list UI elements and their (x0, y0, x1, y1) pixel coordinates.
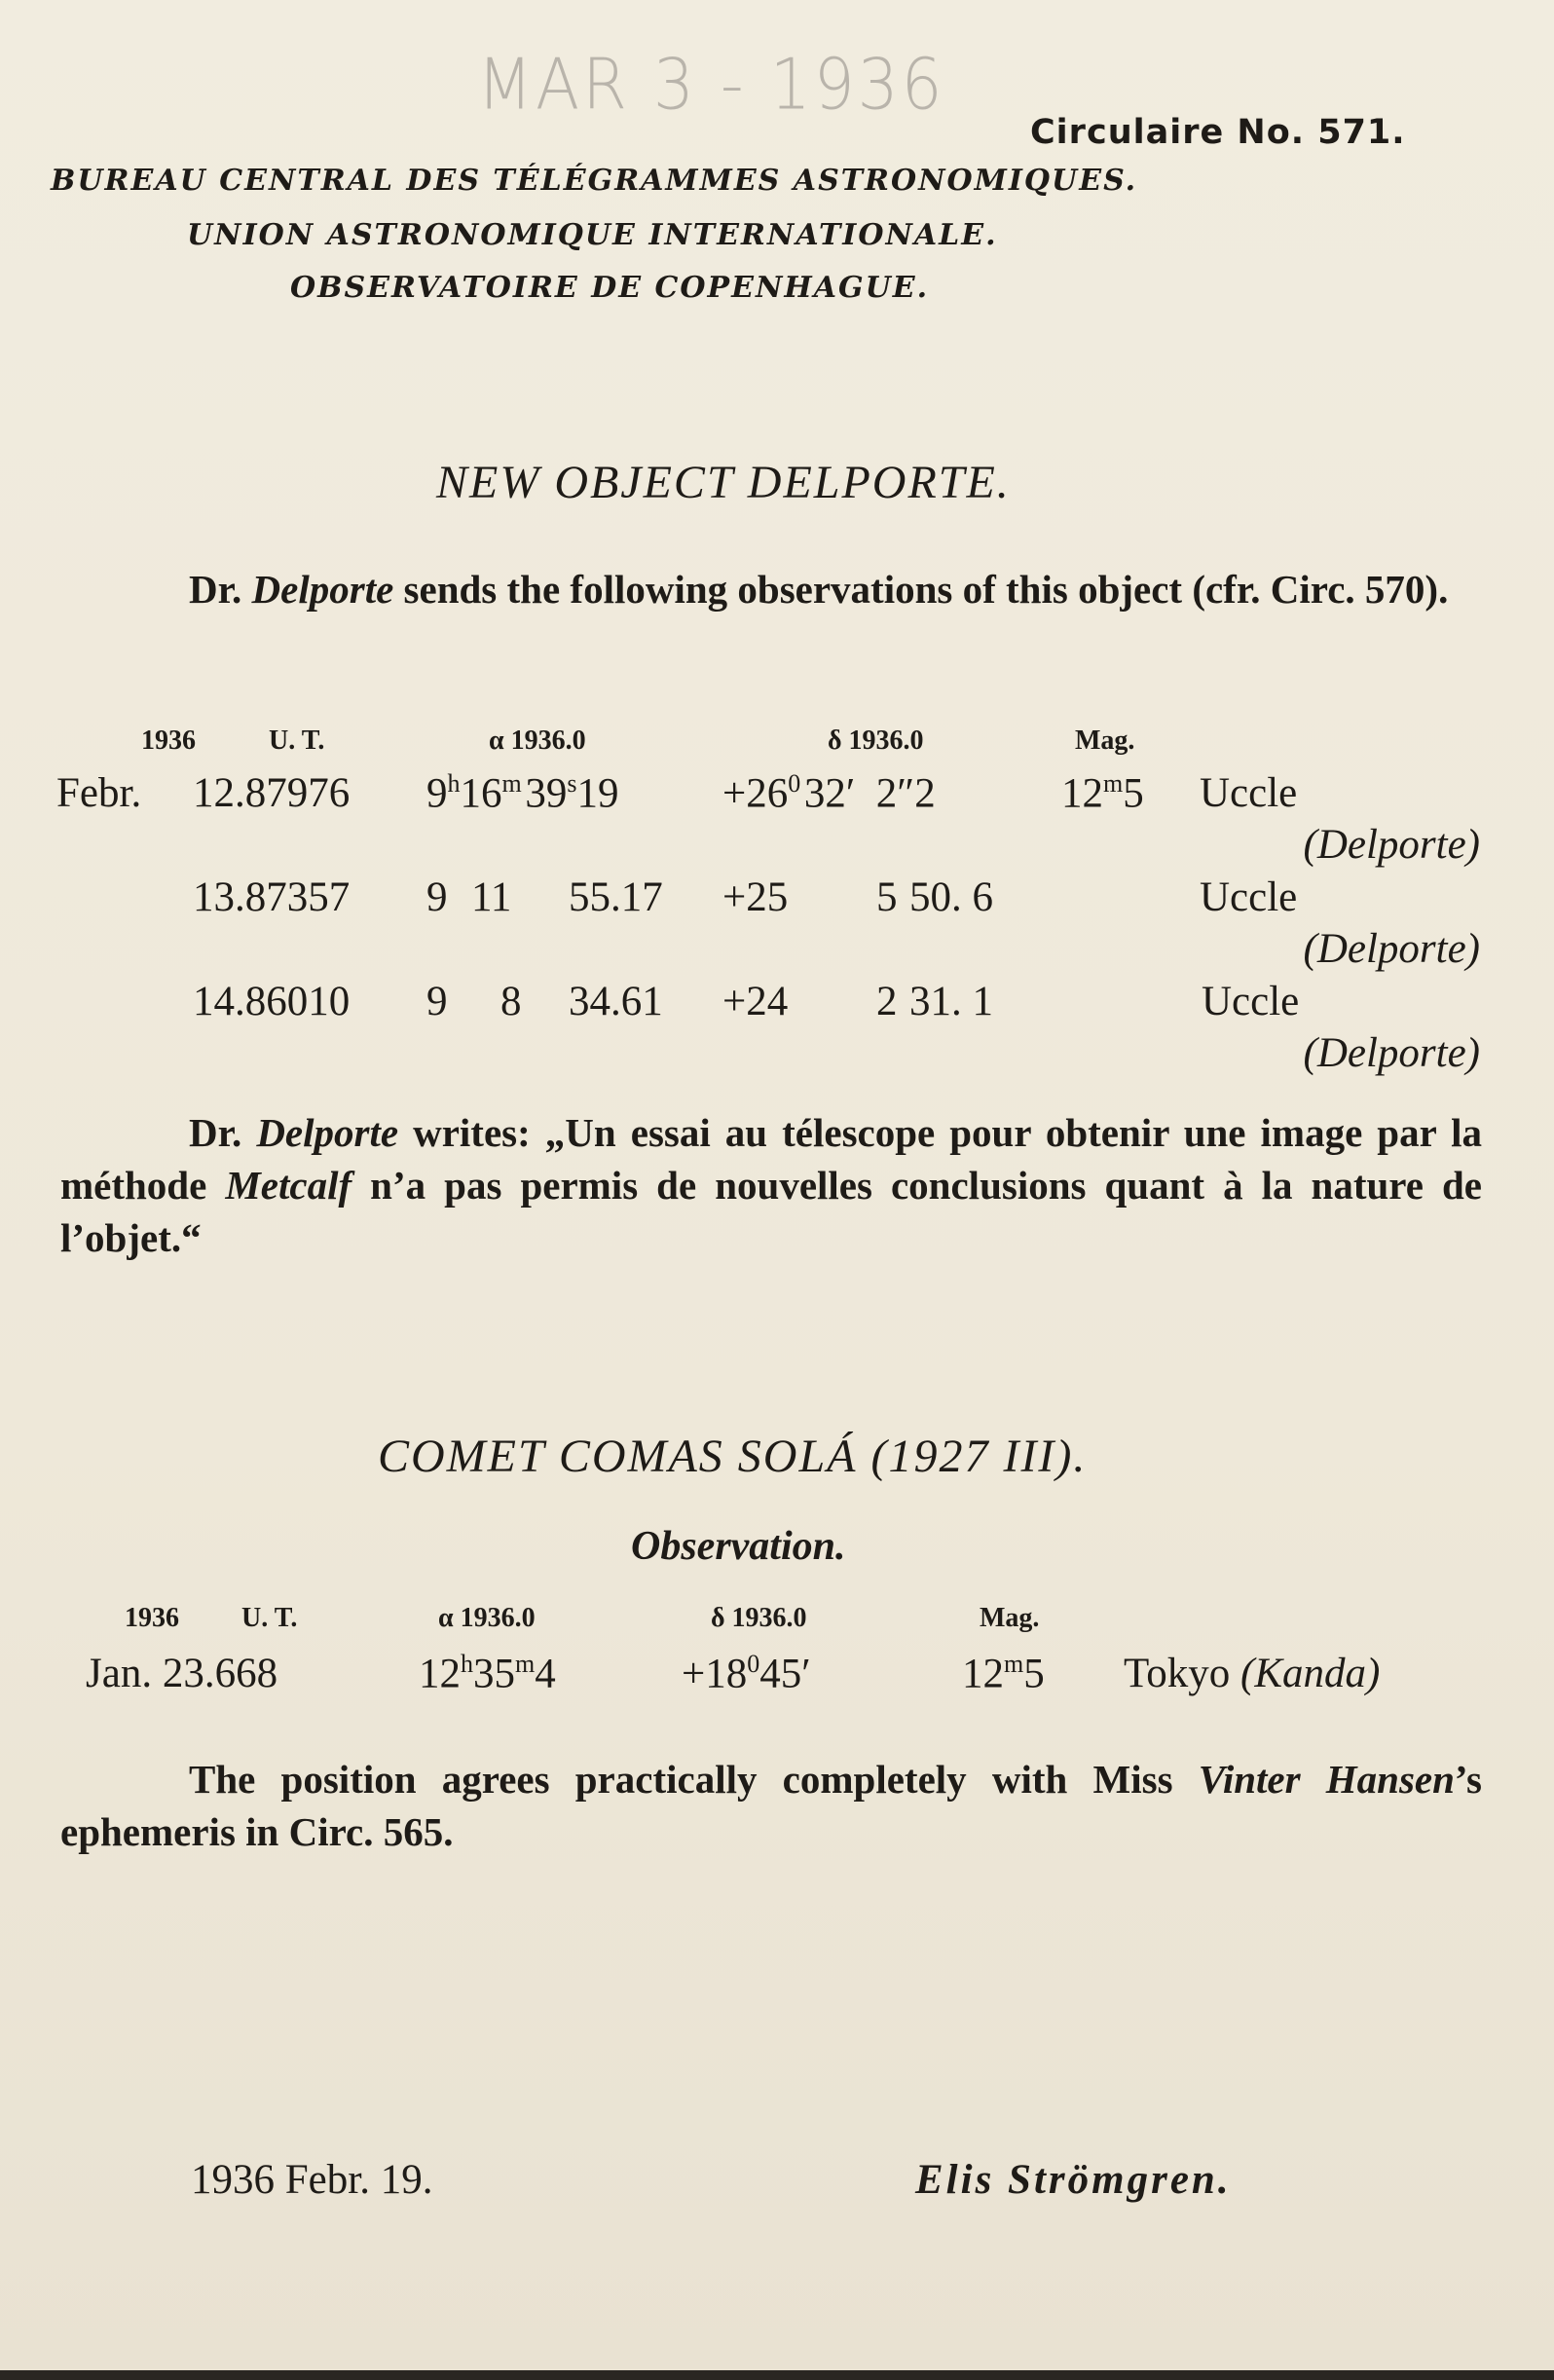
row-place: Uccle (1200, 874, 1298, 920)
row-ra-s: 55.17 (569, 874, 663, 920)
row-dec: $+18^045'$ (682, 1650, 811, 1697)
th-mag: Mag. (1075, 725, 1135, 756)
note-paragraph: Dr. Delporte writes: „Un essai au télescope pour obtenir une image par la méthode Metcalf n’a pas permis de nouvelles conclusions quant à la nature de l’objet.“ (60, 1110, 1482, 1260)
row-dec-m: 2 (876, 979, 898, 1024)
row-ut: 12.87976 (193, 770, 351, 816)
note-name: Vinter Hansen (1198, 1757, 1455, 1802)
th-ut: U. T. (241, 1603, 298, 1633)
section-title-delporte: NEW OBJECT DELPORTE. (436, 457, 1011, 508)
row-ut: 14.86010 (193, 979, 351, 1024)
row-ra-h: 9 (426, 874, 448, 920)
th-year: 1936 (125, 1603, 179, 1633)
th-year: 1936 (141, 725, 196, 756)
th-alpha: α 1936.0 (438, 1603, 536, 1633)
row-month: Febr. (56, 770, 142, 816)
row-dec-d: +24 (722, 979, 789, 1024)
footer-signature: Elis Strömgren. (915, 2157, 1232, 2203)
row-ra-m: 8 (500, 979, 522, 1024)
intro-paragraph (60, 563, 1482, 615)
row-ra-h: 9 (426, 979, 448, 1024)
row-place: Uccle (1202, 979, 1300, 1024)
intro-text-rest: sends the following observations of this object (cfr. Circ. 570). (393, 567, 1449, 612)
header-bureau: BUREAU CENTRAL DES TÉLÉGRAMMES ASTRONOMIQUES. (51, 164, 1138, 198)
row-dec-s: 50. 6 (909, 874, 993, 920)
row-dec-s: 31. 1 (909, 979, 993, 1024)
intro-text: Dr. (189, 567, 252, 612)
header-observatory: OBSERVATOIRE DE COPENHAGUE. (290, 271, 930, 305)
intro-name: Delporte (251, 567, 394, 612)
row-place-observer: Tokyo (Kanda) (1124, 1651, 1381, 1696)
th-mag: Mag. (980, 1603, 1040, 1633)
th-ut: U. T. (269, 725, 325, 756)
row-ra: 9$^h$16$^m$ 39$^s$19 (426, 769, 619, 817)
row-dec: $+26^0$ 32′ 2″2 (722, 769, 936, 817)
row-mag: 12$^m$5 (1061, 769, 1144, 817)
row-ra-m: 11 (471, 874, 512, 920)
note-name: Delporte (256, 1110, 399, 1155)
header-union: UNION ASTRONOMIQUE INTERNATIONALE. (187, 218, 998, 252)
note-method: Metcalf (225, 1163, 352, 1208)
card-bottom-edge (0, 2370, 1554, 2380)
row-dec-d: +25 (722, 874, 789, 920)
footer-date: 1936 Febr. 19. (191, 2157, 433, 2203)
th-delta: δ 1936.0 (711, 1603, 807, 1633)
row-observer: (Delporte) (1303, 926, 1480, 972)
row-ra: 12$^h$35$^m$4 (419, 1650, 556, 1697)
row-observer: (Delporte) (1303, 1030, 1480, 1076)
row-place: Uccle (1200, 770, 1298, 816)
row-date: Jan. 23.668 (86, 1651, 278, 1696)
table-row (56, 769, 141, 817)
date-stamp: MAR 3 - 1936 (477, 43, 945, 126)
section-subtitle: Observation. (631, 1524, 846, 1569)
row-ut: 13.87357 (193, 874, 351, 920)
section-title-comet: COMET COMAS SOLÁ (1927 III). (378, 1431, 1088, 1482)
row-mag: 12$^m$5 (962, 1650, 1045, 1697)
comet-note-paragraph: The position agrees practically completely with Miss Vinter Hansen’s ephemeris in Circ. 565. (60, 1757, 1483, 1854)
row-observer: (Delporte) (1303, 822, 1480, 868)
th-alpha: α 1936.0 (489, 725, 586, 756)
circular-number: Circulaire No. 571. (1030, 113, 1406, 152)
row-dec-m: 5 (876, 874, 898, 920)
th-delta: δ 1936.0 (828, 725, 924, 756)
row-ra-s: 34.61 (569, 979, 663, 1024)
